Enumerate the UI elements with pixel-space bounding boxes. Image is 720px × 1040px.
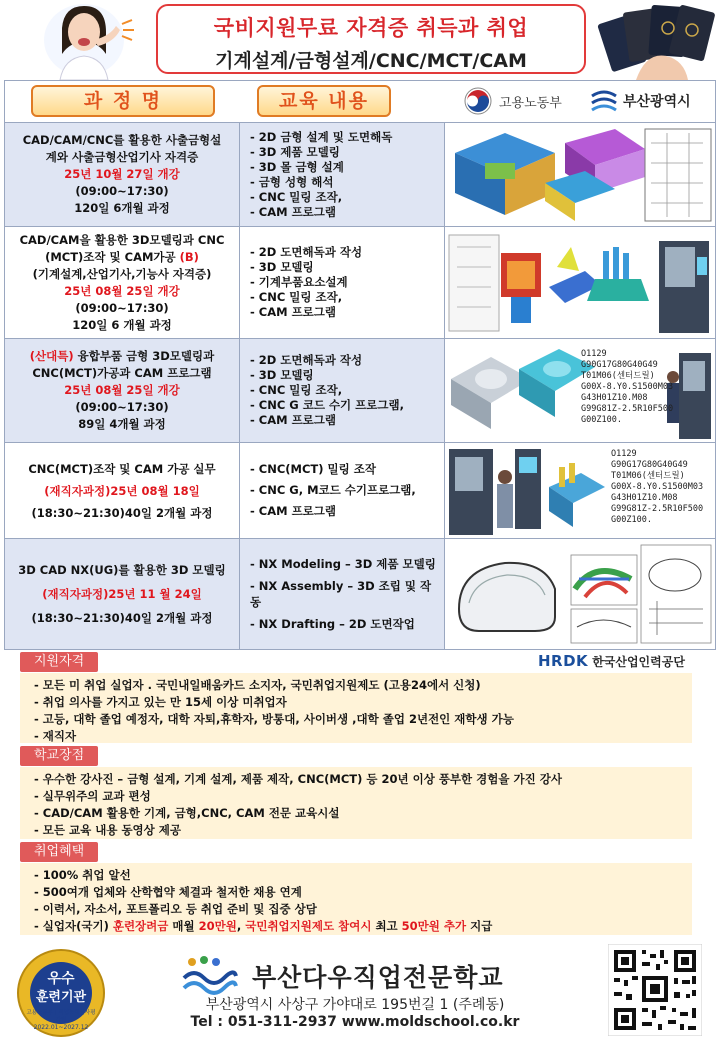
content-item: - CNC 밀링 조작, — [250, 383, 343, 397]
course-start-date: 25년 08월 25일 개강 — [64, 383, 180, 397]
employment-highlight: 50만원 추가 — [401, 919, 467, 933]
course-title: (기계설계,산업기사,기능사 자격증) — [32, 266, 212, 281]
course-content-cell — [240, 339, 445, 442]
mold-design-images — [445, 123, 715, 226]
employment-text: , — [236, 919, 246, 933]
excellent-training-seal — [16, 948, 106, 1038]
person-shouting-illustration — [24, 2, 142, 80]
content-item: - CNC G, M코드 수기프로그램, — [250, 483, 416, 497]
content-item: - NX Assembly – 3D 조립 및 작동 — [250, 579, 432, 609]
content-item: - CAM 프로그램 — [250, 504, 336, 518]
course-time: (09:00~17:30) — [75, 400, 169, 414]
hrdk-mark: HRDK — [538, 652, 589, 670]
mold-cad-render — [445, 123, 715, 226]
course-title-cell — [5, 339, 240, 442]
gcode-line: G90G17G80G40G49 — [611, 460, 688, 470]
course-track-label: (산대특) — [29, 349, 74, 363]
school-logo-icon — [180, 954, 238, 998]
hrdk-name: 한국산업인력공단 — [592, 654, 685, 669]
content-item: - CAM 프로그램 — [250, 413, 336, 427]
course-title: CAD/CAM/CNC를 활용한 사출금형설 — [22, 133, 222, 147]
content-item: - CNC(MCT) 밀링 조작 — [250, 462, 376, 476]
gcode-line: G00Z100. — [581, 415, 622, 425]
content-item: - CAM 프로그램 — [250, 305, 336, 319]
gcode-block-2 — [611, 449, 703, 526]
gov-logo-text: 고용노동부 — [499, 95, 562, 111]
employment-text: 최고 — [371, 919, 402, 933]
nx-model-render — [445, 539, 715, 649]
content-item: - 3D 몰 금형 설계 — [250, 159, 344, 174]
strengths-box — [20, 767, 692, 839]
content-item: - NX Drafting – 2D 도면작업 — [250, 617, 415, 631]
course-duration: 89일 4개월 과정 — [78, 417, 166, 431]
passports-illustration — [596, 0, 720, 80]
course-start-date: 25년 10월 27일 개강 — [64, 167, 180, 181]
gcode-line: G99G81Z-2.5R10F500 — [581, 404, 674, 414]
qualification-item: - 취업 의사를 가지고 있는 만 15세 이상 미취업자 — [34, 695, 287, 709]
busan-logo — [589, 85, 713, 117]
employment-highlight: 훈련장려금 — [112, 919, 169, 933]
course-title: CNC(MCT)조작 및 CAM 가공 실무 — [28, 461, 216, 476]
course-row-4 — [5, 443, 715, 539]
mold-parts-render — [445, 339, 715, 442]
course-title — [30, 348, 215, 365]
course-time: (18:30~21:30)40일 2개월 과정 — [31, 611, 213, 625]
course-content-cell — [240, 539, 445, 649]
course-title-cell — [5, 539, 240, 649]
course-row-2 — [5, 227, 715, 339]
course-content-cell — [240, 227, 445, 338]
gcode-block-1 — [581, 349, 673, 426]
seal-top-text: 우수 — [47, 971, 75, 987]
course-title: 3D CAD NX(UG)를 활용한 3D 모델링 — [18, 563, 226, 577]
busan-wave-icon — [589, 86, 619, 116]
gcode-line: G00X-8.Y0.S1500M03 — [611, 482, 704, 492]
gov-logo — [463, 85, 587, 117]
content-item: - 기계부품요소설계 — [250, 275, 348, 289]
employment-text: 지급 — [466, 919, 493, 933]
cnc-parts-render — [445, 227, 715, 338]
content-item: - CNC 밀링 조작, — [250, 189, 343, 204]
course-track-label: (B) — [179, 249, 199, 264]
employment-highlight: 국민취업지원제도 참여시 — [245, 919, 372, 933]
footer — [0, 940, 720, 1040]
content-item: - 3D 모델링 — [250, 368, 314, 382]
strength-item: - 우수한 강사진 – 금형 설계, 기계 설계, 제품 제작, CNC(MCT) 등 20년 이상 풍부한 경험을 가진 강사 — [34, 772, 562, 786]
section-tag-employment: 취업혜택 — [20, 842, 98, 862]
school-address: 부산광역시 사상구 가야대로 195번길 1 (주례동) — [205, 997, 505, 1013]
gcode-line: G43H01Z10.M08 — [611, 493, 678, 503]
course-duration: 120일 6 개월 과정 — [72, 317, 172, 332]
title-line-1: 국비지원무료 자격증 취득과 취업 — [213, 16, 529, 40]
gcode-line: O1129 — [611, 449, 637, 459]
course-content-cell — [240, 443, 445, 538]
content-item: - 2D 금형 설계 및 도면해독 — [250, 129, 393, 144]
content-item: - CNC G 코드 수기 프로그램, — [250, 398, 404, 412]
cnc-operation-images — [445, 443, 715, 538]
gcode-line: G00X-8.Y0.S1500M03 — [581, 382, 674, 392]
content-item: - 2D 도면해독과 작성 — [250, 353, 363, 367]
content-item: - 3D 제품 모델링 — [250, 144, 340, 159]
course-title: 계와 사출금형산업기사 자격증 — [45, 150, 199, 164]
gcode-line: G43H01Z10.M08 — [581, 393, 648, 403]
course-title: CNC(MCT)가공과 CAM 프로그램 — [32, 366, 212, 380]
qualification-item: - 모든 미 취업 실업자 . 국민내일배움카드 소지자, 국민취업지원제도 (고용24에서 신청) — [34, 678, 481, 692]
title-banner — [156, 4, 586, 74]
gcode-line: T01M06(센터드릴) — [581, 371, 655, 381]
course-title: CAD/CAM을 활용한 3D모델링과 CNC — [19, 232, 225, 247]
content-item: - CAM 프로그램 — [250, 204, 336, 219]
course-time: (09:00~17:30) — [75, 184, 169, 198]
employment-highlight: 20만원 — [198, 919, 237, 933]
hrdk-logo — [538, 652, 685, 670]
qualification-item: - 재직자 — [34, 729, 77, 743]
course-table — [4, 80, 716, 650]
section-tag-qualification: 지원자격 — [20, 652, 98, 672]
course-row-5 — [5, 539, 715, 649]
course-title-text: 융합부품 금형 3D모델링과 — [73, 349, 215, 363]
employment-text: - 실업자(국기) — [34, 919, 113, 933]
gcode-line: G99G81Z-2.5R10F500 — [611, 504, 704, 514]
seal-year-text: 2022.01~2027.12 — [33, 1024, 89, 1031]
content-item: - CNC 밀링 조작, — [250, 290, 343, 304]
content-item: - 2D 도면해독과 작성 — [250, 245, 363, 259]
strength-item: - CAD/CAM 활용한 기계, 금형,CNC, CAM 전문 교육시설 — [34, 806, 340, 820]
qr-code-icon[interactable] — [608, 944, 702, 1036]
seal-ring-text: 고용노동부 | 직업능력심사평가원 — [26, 1010, 96, 1023]
section-tag-strengths: 학교장점 — [20, 746, 98, 766]
school-contact[interactable]: Tel : 051-311-2937 www.moldschool.co.kr — [190, 1014, 520, 1030]
course-row-3 — [5, 339, 715, 443]
employment-item — [34, 918, 682, 935]
qualification-box — [20, 673, 692, 743]
employment-box — [20, 863, 692, 935]
course-start-date: (재직자과정)25년 08월 18일 — [44, 483, 200, 498]
strength-item: - 모든 교육 내용 동영상 제공 — [34, 823, 181, 837]
title-line-2: 기계설계/금형설계/CNC/MCT/CAM — [215, 50, 527, 72]
course-start-date: (재직자과정)25년 11 월 24일 — [42, 587, 202, 601]
header — [0, 0, 720, 80]
course-start-date: 25년 08월 25일 개강 — [64, 283, 180, 298]
school-name: 부산다우직업전문학교 — [252, 963, 504, 992]
course-title-cell — [5, 123, 240, 226]
table-header — [5, 81, 715, 123]
course-duration: 120일 6개월 과정 — [74, 201, 170, 215]
content-item: - 3D 모델링 — [250, 260, 314, 274]
course-title-cell — [5, 227, 240, 338]
employment-item: - 500여개 업체와 산학협약 체결과 철저한 채용 연계 — [34, 885, 302, 899]
content-item: - NX Modeling – 3D 제품 모델링 — [250, 557, 436, 571]
busan-logo-text: 부산광역시 — [623, 94, 691, 110]
qualification-item: - 고등, 대학 졸업 예정자, 대학 자퇴,휴학자, 방통대, 사이버생 ,대학 졸업 2년전인 재학생 가능 — [34, 712, 514, 726]
gcode-line: G90G17G80G40G49 — [581, 360, 658, 370]
course-content-cell — [240, 123, 445, 226]
gcode-line: G00Z100. — [611, 515, 652, 525]
cnc-machining-images — [445, 227, 715, 338]
course-title-cell — [5, 443, 240, 538]
column-header-content: 교육 내용 — [257, 85, 391, 117]
employment-item: - 이력서, 자소서, 포트폴리오 등 취업 준비 및 집중 상담 — [34, 902, 317, 916]
course-title — [45, 249, 199, 266]
gcode-line: T01M06(센터드릴) — [611, 471, 685, 481]
mold-parts-images — [445, 339, 715, 442]
course-row-1 — [5, 123, 715, 227]
course-title-text: (MCT)조작 및 CAM가공 — [45, 249, 180, 264]
employment-text: 매월 — [168, 919, 199, 933]
strength-item: - 실무위주의 교과 편성 — [34, 789, 151, 803]
seal-main-text: 훈련기관 — [35, 990, 87, 1005]
content-item: - 금형 성형 해석 — [250, 174, 334, 189]
nx-modeling-images — [445, 539, 715, 649]
employment-item: - 100% 취업 알선 — [34, 868, 131, 882]
taegeuk-icon — [463, 86, 493, 116]
column-header-course: 과 정 명 — [31, 85, 215, 117]
gcode-line: O1129 — [581, 349, 607, 359]
course-time: (09:00~17:30) — [75, 300, 169, 315]
course-time: (18:30~21:30)40일 2개월 과정 — [31, 505, 213, 520]
